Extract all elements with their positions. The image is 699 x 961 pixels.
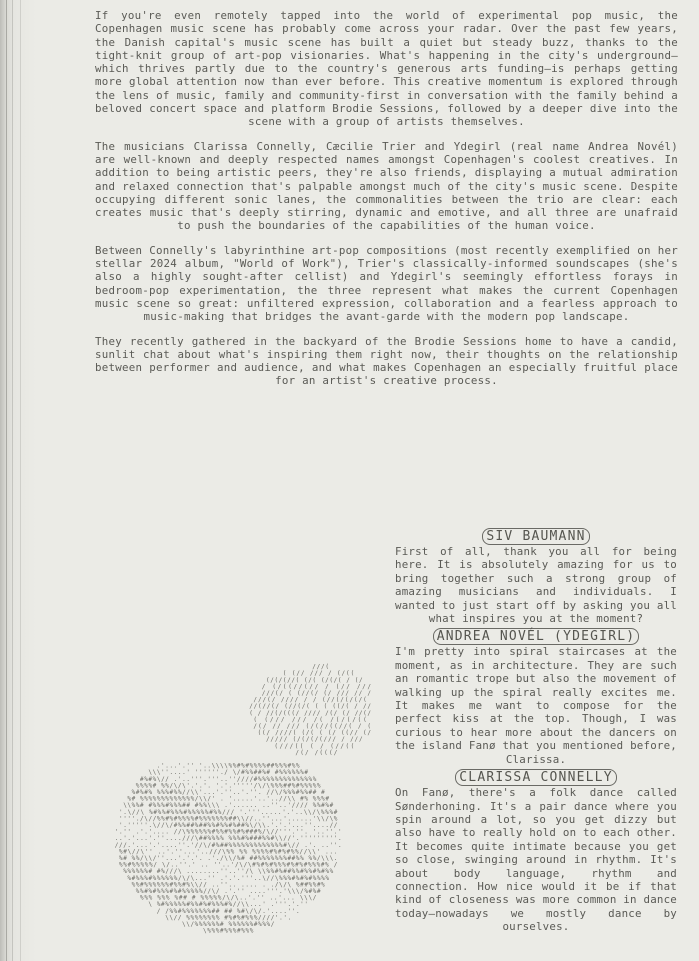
ascii-art-row: %%#%%%%%%#%%#%\\// ..''.. .... . ./\/\ %##%%#% — [131, 881, 325, 889]
ascii-art-svg — [98, 662, 371, 952]
ascii-art-row: %%%%%%# #%///\ ........''..''/\ \\%%#%##%%#%%#%#%% — [123, 868, 334, 876]
intro-paragraph: Between Connelly's labyrinthine art-pop compositions (most recently exemplified on her stellar 2024 album, "World of Work"), Trier's classically-informed soundscapes (she's also a highly sought-after cellist) and Ydegirl's seemingly effortless forays in bedroom-pop experimentation, the three represent what makes the current Copenhagen music scene so great: unfiltered expression, collaboration and a fearless approach to music-making that bridges the avant-garde with the modern pop landscape. — [95, 243, 678, 324]
ascii-art-row: %# %%%%%%%%%%%%%/\\/' . '.....'..'..//\\ #% %%%# — [127, 795, 329, 803]
speaker-label: CLARISSA CONNELLY — [455, 769, 616, 786]
ascii-art-row: ( / //(/(((/ //// /(/ (/ //(/ — [249, 709, 371, 717]
interview-section — [395, 528, 677, 937]
ascii-art-illustration — [98, 662, 371, 952]
ascii-art-row: %# %%/\\/''...'.'.'. .'./\\/%# ##%%%%%%%##%% %%/\\\. — [119, 855, 338, 862]
ascii-art-row: ..'.'...'.''....///\##%%%% %%%#%###%%#\\//'.'''''''''. — [114, 835, 342, 843]
ascii-art-row: ( (// /// / (/(( — [282, 670, 355, 678]
ascii-art-row: %#%%%#%%%%%%/\/\...'' .'.'.'''..\//\%%%#%#%#%%%% — [127, 874, 329, 882]
ascii-art-row: ''''./\//%%#%#%%%%#%%%%%%%##\\//..''...'......'\\/\% — [119, 815, 338, 823]
speaker-name — [395, 628, 677, 645]
ascii-art-row: /(/ /(((/ — [295, 749, 338, 757]
ascii-art-row: //(//(/ (//(/( ( ( ((/( / // — [249, 703, 371, 711]
interview-text: On Fanø, there's a folk dance called Sønderhoning. It's a pair dance where you spin around a lot, so you get dizzy but also have to really hold on to each other. It becomes quite intimate because you get so close, swinging around in rhythm. It's about body language, rhythm and connection. How nice would it be if that kind of closeness was more common in dance today—nowadays we mostly dance by ourselves. — [395, 786, 677, 934]
ascii-art-row: %#\//\'' ..'.''...'..///\%% %% %%%%#%#%#%%//\\' ... — [119, 848, 338, 856]
ascii-art-row: (///(( ( / (//(( — [274, 742, 355, 750]
ascii-art-row: '.\//\ %#%%#%%%#%%%%%#%%/// '.'''.....'.'..\\/\%%%# — [119, 808, 338, 816]
interview-text: First of all, thank you all for being here. It is absolutely amazing for us to bring together such a strong group of amazing musicians and individuals. I wanted to just start off by asking you all what inspires you at the moment? — [395, 545, 677, 626]
ascii-art-row: \%%%#%%%#%%% — [203, 927, 254, 935]
ascii-art-row: '.'' .'.'.... //\%%%%%%#%%#%%#%###%/\//'''.''. '..''.' — [114, 828, 342, 836]
ascii-art-row: / (/((//(// / (// /// — [261, 683, 371, 691]
speaker-name — [395, 528, 677, 545]
ascii-art-row: ///.'...'.'....''.'//\/#%##%%%%%%%%%%%%%#\// .'. ..''. — [114, 841, 342, 849]
intro-paragraph: They recently gathered in the backyard of the Brodie Sessions home to have a candid, sunlit chat about what's inspiring them right now, their thoughts on the relationship between performer and audience, and what makes Copenhagen an especially fruitful place for an artist's creative process. — [95, 334, 678, 388]
ascii-art-row: \\\''....' ''''''./ \/#%%##%# #%%%%%%# — [148, 769, 308, 777]
ascii-art-row: \\/%%%%%%# %%%%%%#%%%/ — [182, 921, 275, 928]
ascii-art-row: \\// %%%%%%%% #%#%#%%%////'.'. — [165, 914, 292, 922]
interview-text: I'm pretty into spiral staircases at the moment, as in architecture. They are such an romantic trope but also the movement of walking up the spiral really excites me. It makes me want to compose for the perfect kiss at the top. Though, I was curious to hear more about the dancers on the island Fanø that you mentioned before, Clarissa. — [395, 645, 677, 766]
intro-paragraph: The musicians Clarissa Connelly, Cæcilie Trier and Ydegirl (real name Andrea Novél) are well-known and deeply respected names amongst Copenhagen's coolest creatives. In addition to being artistic peers, they're also friends, displaying a mutual admiration and relaxed connection that's palpable amongst much of the city's music scene. Despite occupying different sonic lanes, the commonalities between the trio are clear: each creates music that's deeply stirring, dynamic and emotive, and all three are unafraid to push the boundaries of the capabilities of the human voice. — [95, 139, 678, 233]
ascii-art-row: ///// (/(/(/(/// / /// — [266, 736, 363, 744]
ascii-art-row: ( (/// /// /( /(/(/(( — [253, 716, 367, 724]
ascii-art-row: %%% %%% %## # %%%%%/\/\..'.'' ..'... \\\/ — [140, 894, 317, 902]
ascii-art-row: (/(/(//( (/( (/(/( / (/ — [266, 676, 363, 684]
ascii-art-row: ///(/ //// / / (//(/(/(/( — [253, 696, 367, 704]
binding-edge-line — [20, 0, 21, 961]
ascii-art-row: .'...'.'' '..\\\\%%#%#%%%%##%%%#%% — [156, 762, 300, 770]
ascii-glyph-field — [115, 664, 372, 935]
speaker-name — [395, 769, 677, 786]
ascii-art-row: / /%%#%%%%%%%## ## %#\/\/.'....''. — [156, 907, 300, 915]
intro-text — [95, 9, 678, 399]
ascii-art-row: '.'''''.\//\/#%%##%##%%#%%#%##%\/\\.'.'.'...''....// — [119, 822, 338, 829]
ascii-art-row: ///(/ ( (//(/ (/ /// // / — [261, 690, 371, 697]
ascii-art-row: %#%#% %%%#%%//\\'...'.''..'.''. //\/%%%#%%## # — [131, 789, 325, 796]
intro-paragraph: If you're even remotely tapped into the world of experimental pop music, the Copenhagen music scene has probably come across your radar. Over the past few years, the Danish capital's music scene has built a quiet but steady buzz, thanks to the tight-knit group of art-pop visionaries. What's happening in the city's underground—which thrives partly due to the country's generous arts funding—is perhaps getting more global attention now than ever before. This creative momentum is explored through the lens of music, family and community-first in conversation with the family behind a beloved concert space and platform Brodie Sessions, followed by a deeper dive into the scene with a group of artists themselves. — [95, 9, 678, 129]
ascii-art-row: %%#%%%%%/ \/..''.' .. ''..'/\/\#%#%#%%%#%#%#%%%#% / — [119, 861, 338, 869]
speaker-label: SIV BAUMANN — [482, 528, 589, 545]
ascii-art-row: ///( — [312, 663, 329, 671]
binding-edge-line — [12, 0, 13, 961]
ascii-art-row: %%#%#%%%#%#%%%%%//\/ .'.'' ....'''.'\\\/%#%# — [135, 888, 321, 895]
ascii-art-row: \ %#%%%%%#%%#%#%%%#%//\\...' .'''.'.'' — [148, 901, 308, 909]
speaker-label: ANDREA NOVÉL (YDEGIRL) — [433, 628, 640, 645]
ascii-art-row: ((/ ////( (/( ( (/ ((// (/ — [257, 729, 371, 737]
ascii-art-row: \\%%# #%%%#%%%## #%%\\\ .'...... ..''..'//// %%#%# — [123, 802, 334, 810]
binding-edge-line — [6, 0, 7, 961]
ascii-art-row: /(/ // /// (/(//((//( / ( — [253, 723, 371, 730]
ascii-art-row: #%#%\// .'..'''.'''..''////#%%%%%%%%%%%%%% — [140, 775, 317, 783]
ascii-art-row: %%%%# %%/\/\'.'.'. '.'.'''''/\/\%%%##%#%%%%% — [135, 782, 321, 790]
